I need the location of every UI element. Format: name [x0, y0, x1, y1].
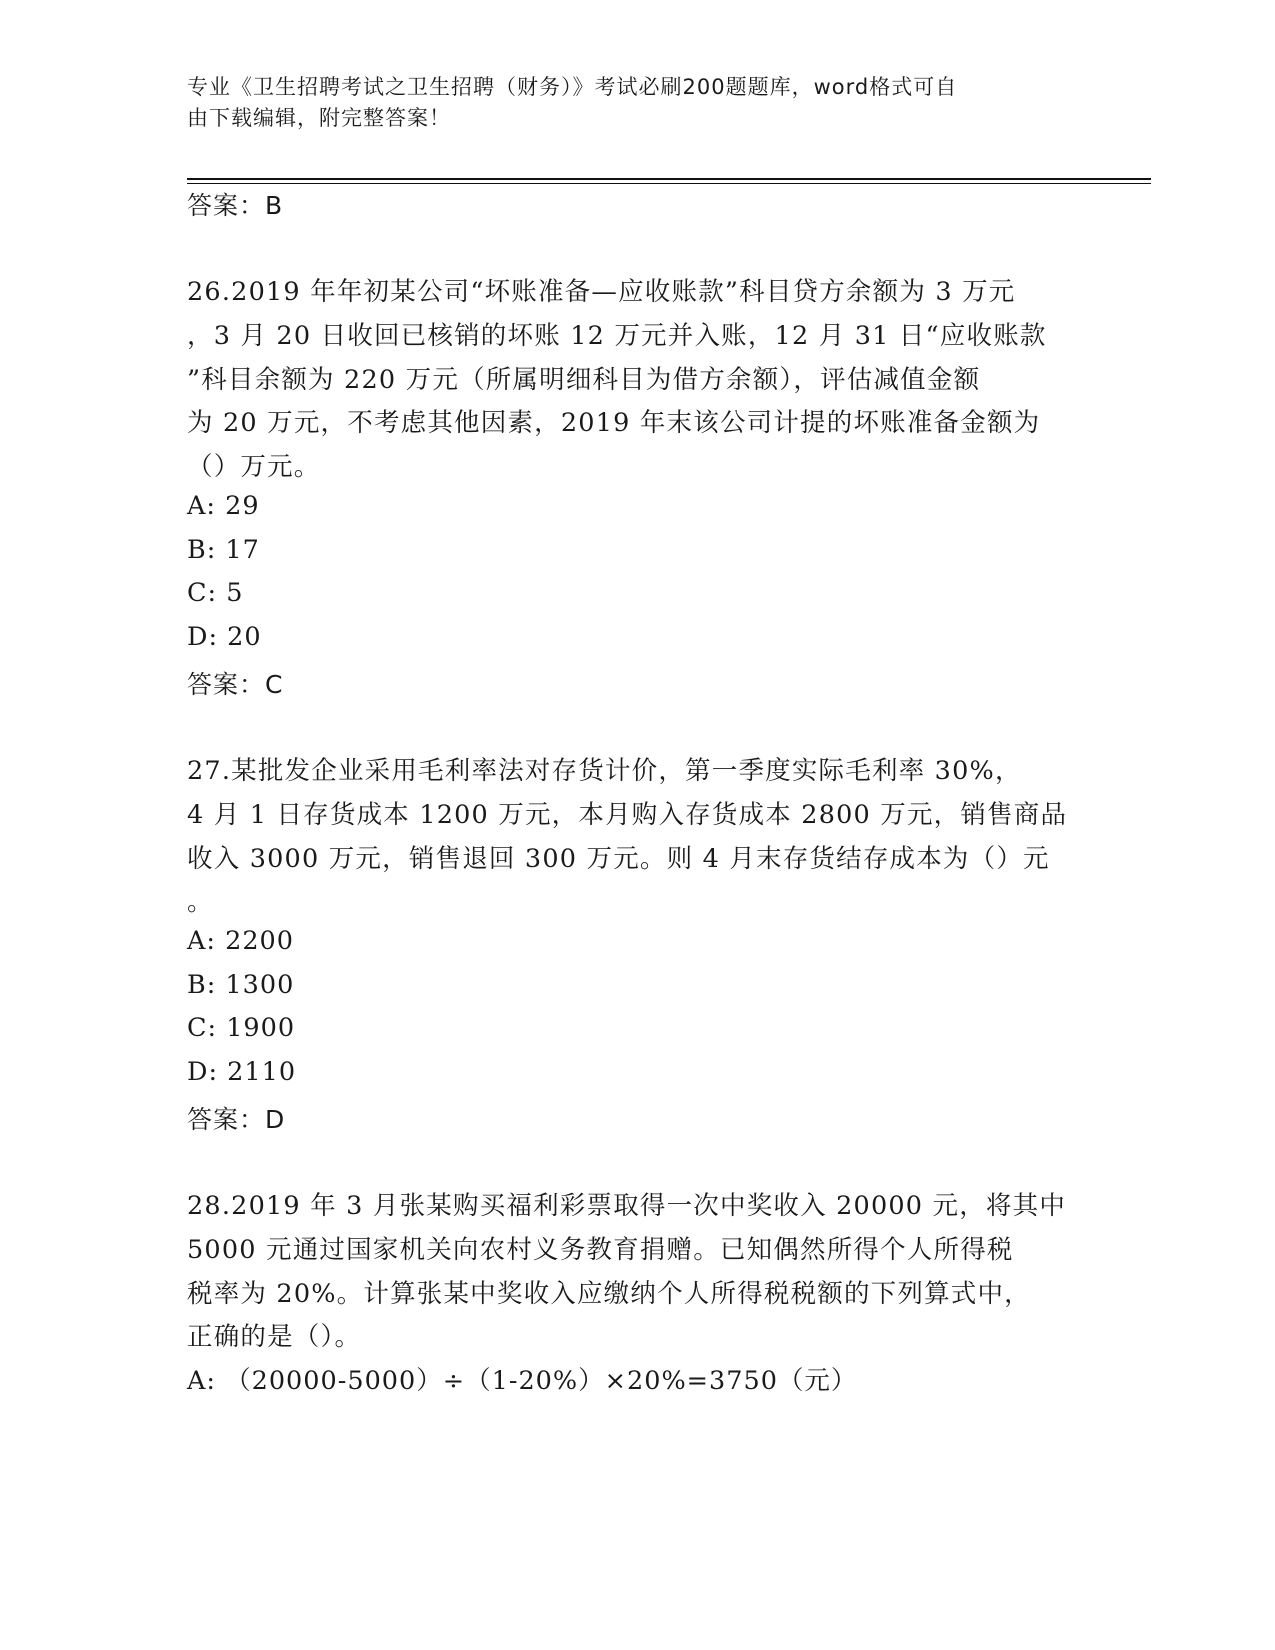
q26-option-c: C: 5 [187, 578, 244, 608]
document-header [187, 72, 1067, 134]
q26-option-a: A: 29 [187, 491, 260, 521]
header-rule-thin [187, 183, 1151, 184]
q27-option-d: D: 2110 [187, 1057, 297, 1087]
q27-line-4: 。 [187, 887, 214, 917]
q28-option-a: A: （20000-5000）÷（1-20%）×20%=3750（元） [187, 1366, 858, 1396]
q26-line-3: ”科目余额为 220 万元（所属明细科目为借方余额），评估减值金额 [187, 365, 981, 395]
q26-option-d: D: 20 [187, 622, 262, 652]
q28-line-2: 5000 元通过国家机关向农村义务教育捐赠。已知偶然所得个人所得税 [187, 1235, 1014, 1265]
q27-option-b: B: 1300 [187, 970, 295, 1000]
q26-line-2: ，3 月 20 日收回已核销的坏账 12 万元并入账，12 月 31 日“应收账款 [187, 321, 1047, 351]
answer-q25: 答案：B [187, 191, 284, 220]
q28-line-3: 税率为 20%。计算张某中奖收入应缴纳个人所得税税额的下列算式中， [187, 1279, 1031, 1309]
q28-line-4: 正确的是（）。 [187, 1322, 362, 1352]
q27-option-c: C: 1900 [187, 1013, 296, 1043]
q27-line-1: 27.某批发企业采用毛利率法对存货计价，第一季度实际毛利率 30%， [187, 756, 1022, 786]
q27-option-a: A: 2200 [187, 926, 295, 956]
q26-option-b: B: 17 [187, 535, 260, 565]
q27-line-2: 4 月 1 日存货成本 1200 万元，本月购入存货成本 2800 万元，销售商品 [187, 800, 1068, 830]
answer-q27: 答案：D [187, 1105, 286, 1134]
q27-line-3: 收入 3000 万元，销售退回 300 万元。则 4 月末存货结存成本为（）元 [187, 844, 1050, 874]
q26-line-4: 为 20 万元，不考虑其他因素，2019 年末该公司计提的坏账准备金额为 [187, 408, 1041, 438]
q26-line-1: 26.2019 年年初某公司“坏账准备—应收账款”科目贷方余额为 3 万元 [187, 277, 1016, 307]
answer-q26: 答案：C [187, 670, 284, 699]
q28-line-1: 28.2019 年 3 月张某购买福利彩票取得一次中奖收入 20000 元，将其中 [187, 1191, 1067, 1221]
q26-line-5: （）万元。 [187, 452, 321, 482]
header-rule-thick [187, 178, 1151, 180]
header-line-1: 专业《卫生招聘考试之卫生招聘（财务）》考试必刷200题题库，word格式可自 [187, 75, 958, 99]
header-line-2: 由下载编辑，附完整答案！ [187, 106, 451, 130]
